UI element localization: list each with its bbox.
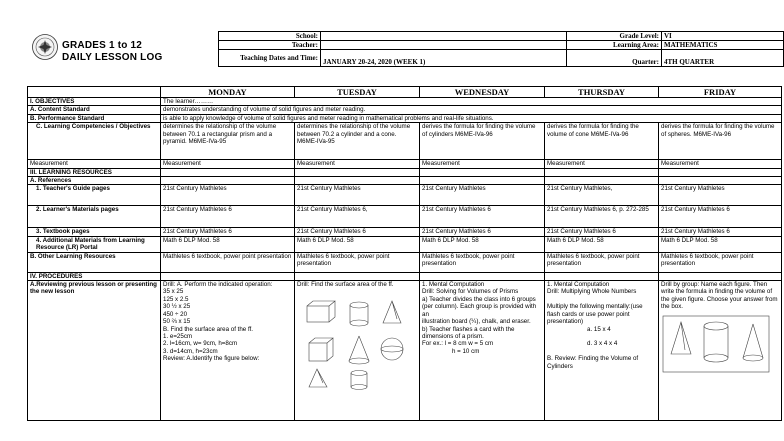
procedures-heading: IV. PROCEDURES <box>28 272 161 280</box>
header-row-dates <box>219 50 784 67</box>
lesson-log-table <box>27 86 782 421</box>
learners-materials-friday: 21st Century Mathletes 6 <box>659 206 782 228</box>
teachers-guide-monday: 21st Century Mathletes <box>161 185 295 206</box>
content-standard-label: A. Content Standard <box>28 106 161 114</box>
school-value <box>321 32 567 41</box>
lr-portal-monday: Math 6 DLP Mod. 58 <box>161 236 295 252</box>
teachers-guide-friday: 21st Century Mathletes <box>659 185 782 206</box>
lr-portal-thursday: Math 6 DLP Mod. 58 <box>545 236 659 252</box>
content-standard-row <box>28 106 782 114</box>
form-title-line1: GRADES 1 to 12 <box>62 40 143 51</box>
quarter-value: 4TH QUARTER <box>662 50 784 67</box>
teachers-guide-row <box>28 185 782 206</box>
competency-monday: determines the relationship of the volume between 70.1 a rectangular prism and a pyramid. M6ME-IVa-95 <box>161 123 295 160</box>
references-row <box>28 177 782 185</box>
resources-row <box>28 168 782 176</box>
objectives-heading: I. OBJECTIVES <box>28 98 161 106</box>
review-wednesday: 1. Mental Computation Drill: Solving for Volumes of Prisms a) Teacher divides the class into 6 groups (per column). Each group is provided with an illustration board (¼), chalk, and eraser. b) Teacher flashes a card with the dimensions of a prism. For ex.: l = 8 cm w = 5 cm h = 10 cm <box>420 281 545 421</box>
day-header-monday: MONDAY <box>161 87 295 98</box>
day-header-wednesday: WEDNESDAY <box>420 87 545 98</box>
teachers-guide-label: 1. Teacher's Guide pages <box>28 185 161 206</box>
measurement-thursday: Measurement <box>545 160 659 168</box>
header-row-teacher <box>219 41 784 50</box>
lr-portal-label: 4. Additional Materials from Learning Resource (LR) Portal <box>28 236 161 252</box>
day-header-tuesday: TUESDAY <box>295 87 420 98</box>
quarter-label: Quarter: <box>567 50 662 67</box>
measurement-monday: Measurement <box>161 160 295 168</box>
other-resources-tuesday: Mathletes 6 textbook, power point presentation <box>295 252 420 272</box>
lr-portal-wednesday: Math 6 DLP Mod. 58 <box>420 236 545 252</box>
school-label: School: <box>219 32 321 41</box>
other-resources-label: B. Other Learning Resources <box>28 252 161 272</box>
corner-cell <box>28 87 161 98</box>
review-row <box>28 281 782 421</box>
dates-value: JANUARY 20-24, 2020 (WEEK 1) <box>321 50 567 67</box>
teachers-guide-tuesday: 21st Century Mathletes <box>295 185 420 206</box>
textbook-label: 3. Textbook pages <box>28 228 161 236</box>
learners-materials-row <box>28 206 782 228</box>
other-resources-friday: Mathletes 6 textbook, power point presentation <box>659 252 782 272</box>
textbook-monday: 21st Century Mathletes 6 <box>161 228 295 236</box>
review-label: A.Reviewing previous lesson or presenting the new lesson <box>28 281 161 421</box>
learners-materials-tuesday: 21st Century Mathletes 6, <box>295 206 420 228</box>
friday-figures-drawing <box>661 314 773 374</box>
measurement-wednesday: Measurement <box>420 160 545 168</box>
objectives-row <box>28 98 782 106</box>
day-header-friday: FRIDAY <box>659 87 782 98</box>
learning-area-value: MATHEMATICS <box>662 41 784 50</box>
learners-materials-monday: 21st Century Mathletes 6 <box>161 206 295 228</box>
teachers-guide-thursday: 21st Century Mathletes, <box>545 185 659 206</box>
header-fields-table <box>218 31 784 67</box>
other-resources-thursday: Mathletes 6 textbook, power point presentation <box>545 252 659 272</box>
competency-friday: derives the formula for finding the volume of spheres. M6ME-IVa-96 <box>659 123 782 160</box>
form-title-line2: DAILY LESSON LOG <box>62 52 163 63</box>
dates-label: Teaching Dates and Time: <box>219 50 321 67</box>
lr-portal-row <box>28 236 782 252</box>
deped-seal-icon <box>32 34 58 60</box>
header-row-school <box>219 32 784 41</box>
review-thursday: 1. Mental Computation Drill: Multiplying Whole Numbers Multiply the following mentally:(use flash cards or use power point presentation) a. 15 x 4 d. 3 x 4 x 4 B. Review: Finding the Volume of Cylinders <box>545 281 659 421</box>
lr-portal-friday: Math 6 DLP Mod. 58 <box>659 236 782 252</box>
review-friday: Drill by group: Name each figure. Then write the formula in finding the volume of the given figure. Choose your answer from the box. <box>659 281 782 421</box>
textbook-thursday: 21st Century Mathletes 6 <box>545 228 659 236</box>
measurement-row <box>28 160 782 168</box>
day-header-thursday: THURSDAY <box>545 87 659 98</box>
measurement-label: Measurement <box>28 160 161 168</box>
learners-materials-wednesday: 21st Century Mathletes 6 <box>420 206 545 228</box>
review-tuesday: Drill: Find the surface area of the ff. <box>295 281 420 421</box>
procedures-row <box>28 272 782 280</box>
competencies-row <box>28 123 782 160</box>
learners-materials-label: 2. Learner's Materials pages <box>28 206 161 228</box>
competency-wednesday: derives the formula for finding the volume of cylinders M6ME-IVa-96 <box>420 123 545 160</box>
textbook-tuesday: 21st Century Mathletes 6 <box>295 228 420 236</box>
textbook-wednesday: 21st Century Mathletes 6 <box>420 228 545 236</box>
day-header-row <box>28 87 782 98</box>
references-heading: A. References <box>28 177 161 185</box>
grade-level-value: VI <box>662 32 784 41</box>
measurement-tuesday: Measurement <box>295 160 420 168</box>
content-standard-text: demonstrates understanding of volume of solid figures and meter reading. <box>161 106 782 114</box>
learning-area-label: Learning Area: <box>567 41 662 50</box>
review-monday: Drill: A. Perform the indicated operation: 35 x 25 125 x 2.5 30 ½ x 25 450 ÷ 20 50 ⅔ x 15 B. Find the surface area of the ff. 1. e=25cm 2. l=16cm, w= 9cm, h=8cm 3. d=14cm, h=23cm Review: A.Identify the figure below: <box>161 281 295 421</box>
competency-tuesday: determines the relationship of the volume between 70.2 a cylinder and a cone. M6ME-IVa-95 <box>295 123 420 160</box>
competency-thursday: derives the formula for finding the volume of cone M6ME-IVa-96 <box>545 123 659 160</box>
learners-materials-thursday: 21st Century Mathletes 6, p. 272-285 <box>545 206 659 228</box>
teacher-label: Teacher: <box>219 41 321 50</box>
solid-figures-drawing <box>297 291 417 391</box>
performance-standard-text: is able to apply knowledge of volume of solid figures and meter reading in mathematical problems and real-life situations. <box>161 114 782 122</box>
other-resources-monday: Mathletes 6 textbook, power point presentation <box>161 252 295 272</box>
performance-standard-row <box>28 114 782 122</box>
performance-standard-label: B. Performance Standard <box>28 114 161 122</box>
lr-portal-tuesday: Math 6 DLP Mod. 58 <box>295 236 420 252</box>
other-resources-row <box>28 252 782 272</box>
resources-heading: III. LEARNING RESOURCES <box>28 168 161 176</box>
objectives-note: The learner……… <box>161 98 782 106</box>
competencies-label: C. Learning Competencies / Objectives <box>28 123 161 160</box>
textbook-friday: 21st Century Mathletes 6 <box>659 228 782 236</box>
teachers-guide-wednesday: 21st Century Mathletes <box>420 185 545 206</box>
measurement-friday: Measurement <box>659 160 782 168</box>
other-resources-wednesday: Mathletes 6 textbook, power point presentation <box>420 252 545 272</box>
grade-level-label: Grade Level: <box>567 32 662 41</box>
teacher-value <box>321 41 567 50</box>
textbook-row <box>28 228 782 236</box>
